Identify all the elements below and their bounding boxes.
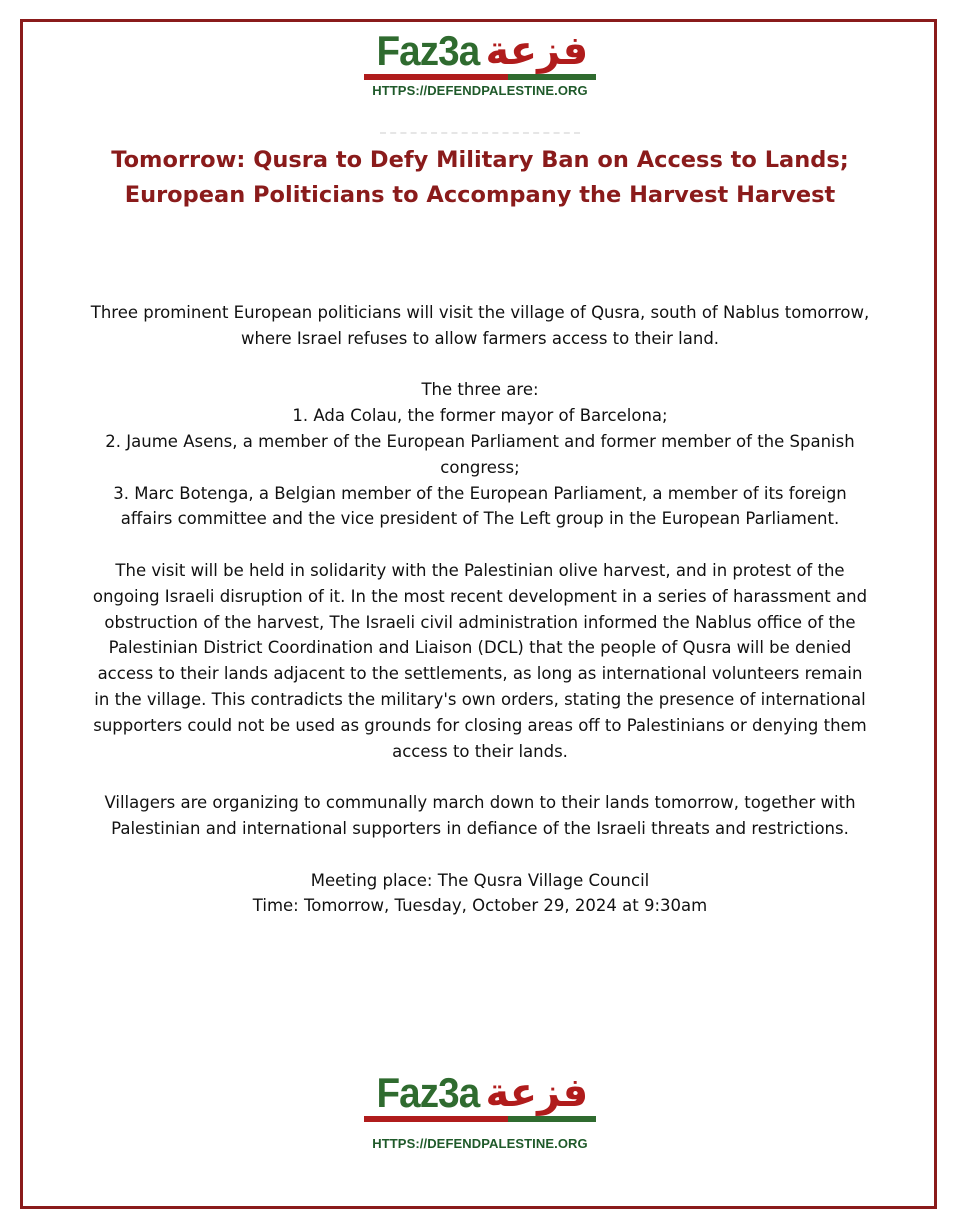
logo-underline: [364, 74, 596, 80]
politician-list: [90, 403, 870, 532]
header-logo: [360, 27, 600, 98]
spacer: [90, 532, 870, 558]
logo-latin-text: Faz3a: [376, 27, 480, 74]
list-item: 1. Ada Colau, the former mayor of Barcelona;: [292, 406, 668, 426]
divider-dashed: [380, 132, 580, 134]
visit-paragraph: The visit will be held in solidarity with the Palestinian olive harvest, and in protest of the ongoing Israeli disruption of it. In the most recent development in a series of harassment and obstruction of the harvest, The Israeli civil administration informed the Nablus office of the Palestinian District Coordination and Liaison (DCL) that the people of Qusra will be denied access to their lands adjacent to the settlements, as long as international volunteers remain in the village. This contradicts the military's own orders, stating the presence of international supporters could not be used as grounds for closing areas off to Palestinians or denying them access to their lands.: [92, 560, 868, 761]
page-title: Tomorrow: Qusra to Defy Military Ban on Access to Lands; European Politicians to Accompany the Harvest Harvest: [111, 147, 849, 208]
logo-mark: [360, 1069, 600, 1116]
spacer: [90, 764, 870, 790]
meeting-place: Meeting place: The Qusra Village Council: [310, 870, 650, 890]
logo-mark: [360, 27, 600, 74]
list-item: 2. Jaume Asens, a member of the European Parliament and former member of the Spanish congress;: [105, 431, 855, 477]
intro-paragraph: Three prominent European politicians will visit the village of Qusra, south of Nablus tomorrow, where Israel refuses to allow farmers access to their land.: [90, 303, 870, 348]
footer-logo: [360, 1069, 600, 1151]
document-body: [90, 300, 870, 919]
logo-url: HTTPS://DEFENDPALESTINE.ORG: [372, 83, 588, 98]
logo-arabic-text: فزعة: [485, 1070, 589, 1116]
logo-arabic-text: فزعة: [485, 28, 589, 74]
meeting-time: Time: Tomorrow, Tuesday, October 29, 2024 at 9:30am: [252, 896, 708, 916]
spacer: [90, 842, 870, 868]
spacer: [90, 352, 870, 378]
logo-underline: [364, 1116, 596, 1122]
list-item: 3. Marc Botenga, a Belgian member of the European Parliament, a member of its foreign affairs committee and the vice president of The Left group in the European Parliament.: [113, 483, 847, 529]
logo-latin-text: Faz3a: [376, 1069, 480, 1116]
march-paragraph: Villagers are organizing to communally march down to their lands tomorrow, together with Palestinian and international supporters in defiance of the Israeli threats and restrictions.: [104, 793, 856, 838]
list-heading: The three are:: [421, 380, 539, 400]
logo-url: HTTPS://DEFENDPALESTINE.ORG: [372, 1136, 588, 1151]
